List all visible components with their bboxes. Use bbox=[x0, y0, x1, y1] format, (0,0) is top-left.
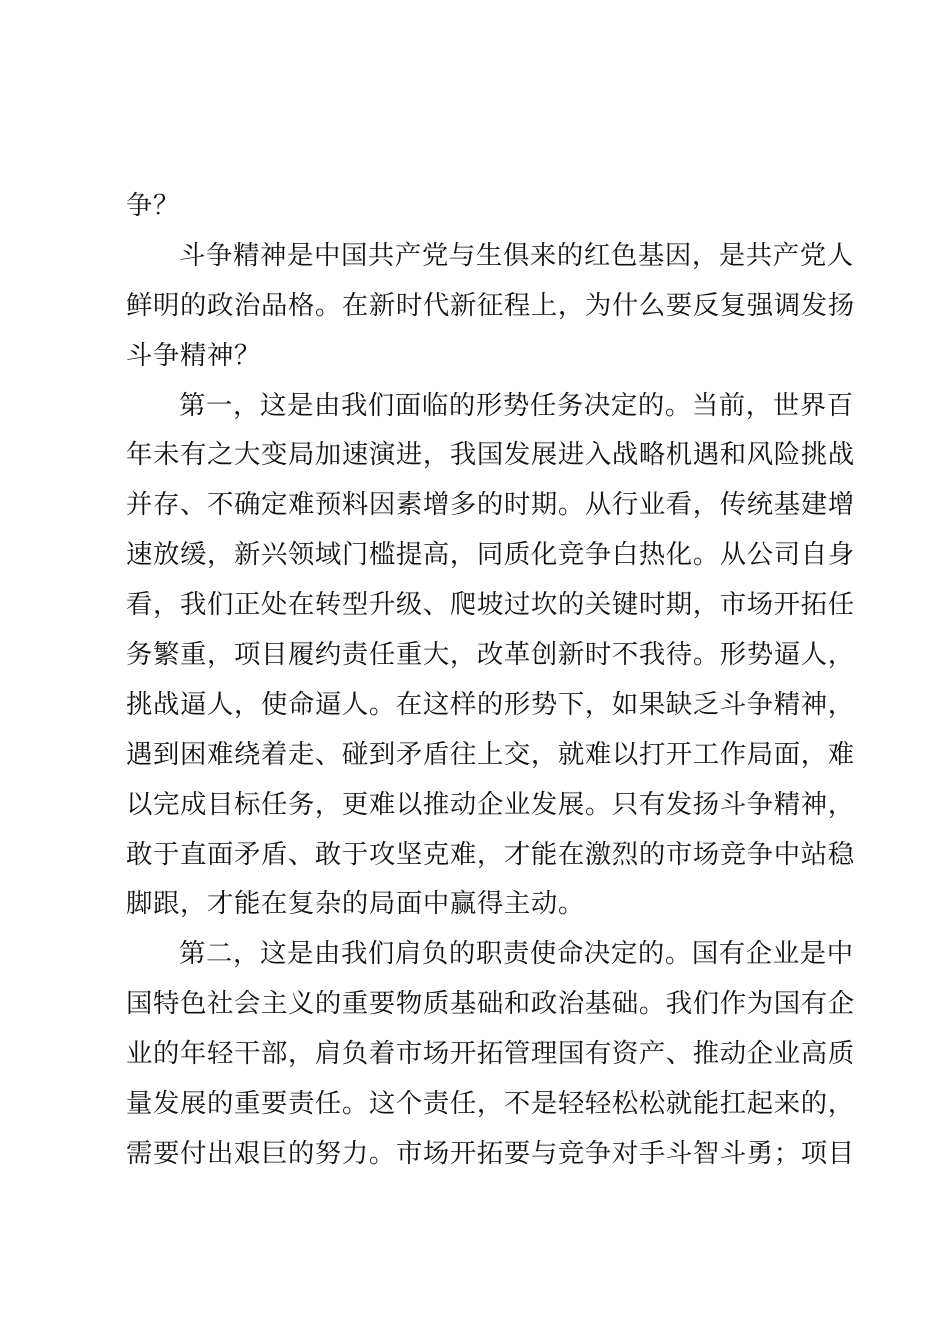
text-line: 争？ bbox=[126, 190, 180, 221]
text-line: 挑战逼人，使命逼人。在这样的形势下，如果缺乏斗争精神， bbox=[126, 688, 855, 720]
text-line: 务繁重，项目履约责任重大，改革创新时不我待。形势逼人， bbox=[126, 639, 855, 671]
text-line: 速放缓，新兴领域门槛提高，同质化竞争白热化。从公司自身 bbox=[126, 539, 855, 571]
text-line: 量发展的重要责任。这个责任，不是轻轻松松就能扛起来的， bbox=[126, 1088, 855, 1120]
text-line: 鲜明的政治品格。在新时代新征程上，为什么要反复强调发扬 bbox=[126, 289, 855, 321]
text-line: 斗争精神？ bbox=[126, 339, 261, 371]
text-line: 业的年轻干部，肩负着市场开拓管理国有资产、推动企业高质 bbox=[126, 1038, 855, 1070]
text-line: 脚跟，才能在复杂的局面中赢得主动。 bbox=[126, 888, 585, 920]
text-line: 以完成目标任务，更难以推动企业发展。只有发扬斗争精神， bbox=[126, 788, 855, 820]
text-line: 并存、不确定难预料因素增多的时期。从行业看，传统基建增 bbox=[126, 489, 855, 521]
text-line: 敢于直面矛盾、敢于攻坚克难，才能在激烈的市场竞争中站稳 bbox=[126, 838, 855, 870]
text-line: 看，我们正处在转型升级、爬坡过坎的关键时期，市场开拓任 bbox=[126, 589, 855, 621]
document-page bbox=[126, 181, 855, 1179]
paragraph-start-line: 第一，这是由我们面临的形势任务决定的。当前，世界百 bbox=[179, 389, 854, 421]
text-line: 国特色社会主义的重要物质基础和政治基础。我们作为国有企 bbox=[126, 988, 855, 1020]
paragraph-start-line: 第二，这是由我们肩负的职责使命决定的。国有企业是中 bbox=[179, 938, 854, 970]
text-line: 年未有之大变局加速演进，我国发展进入战略机遇和风险挑战 bbox=[126, 439, 855, 471]
text-line: 遇到困难绕着走、碰到矛盾往上交，就难以打开工作局面，难 bbox=[126, 738, 855, 770]
paragraph-start-line: 斗争精神是中国共产党与生俱来的红色基因，是共产党人 bbox=[179, 239, 854, 271]
text-line: 需要付出艰巨的努力。市场开拓要与竞争对手斗智斗勇；项目 bbox=[126, 1137, 855, 1169]
